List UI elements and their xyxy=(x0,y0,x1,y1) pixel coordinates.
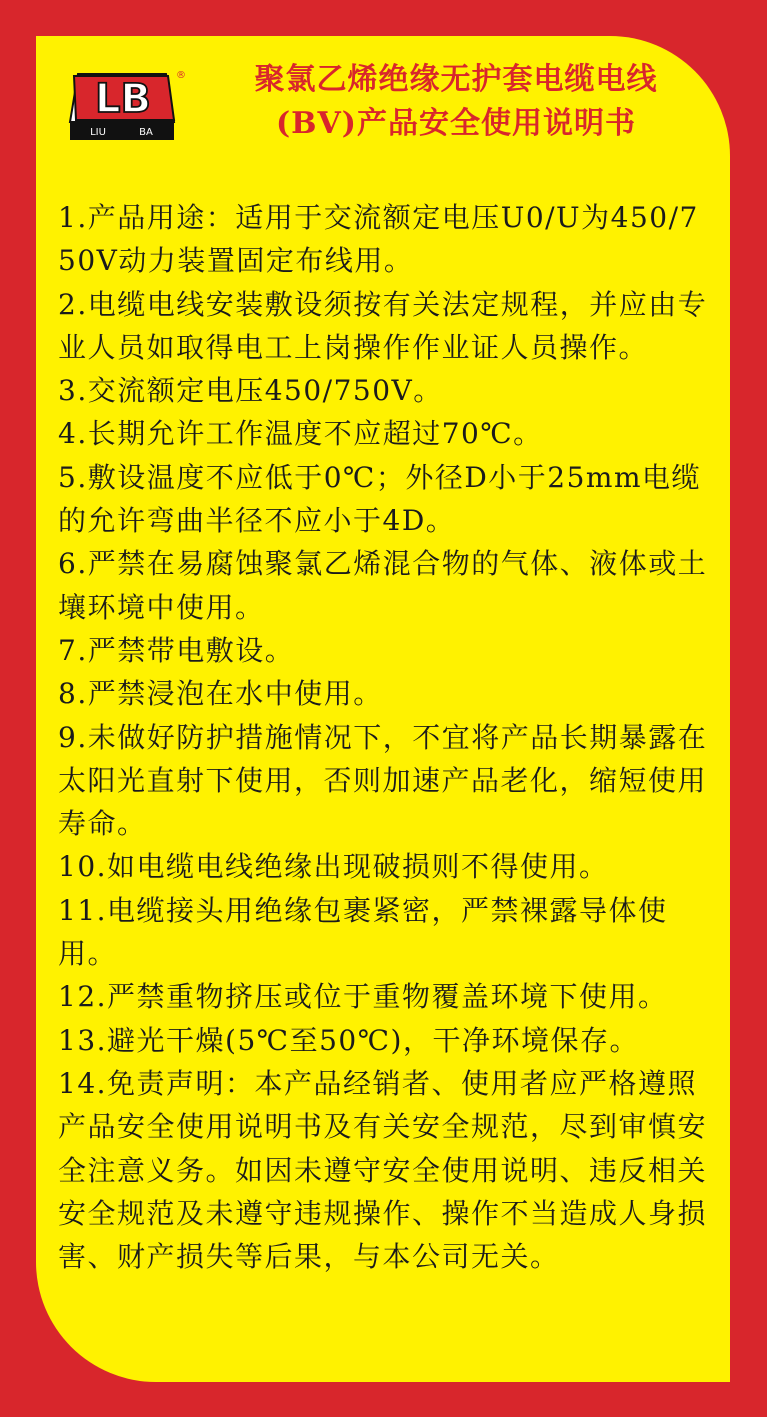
instruction-item-12: 12.严禁重物挤压或位于重物覆盖环境下使用。 xyxy=(58,980,668,1014)
instruction-item-9: 9.未做好防护措施情况下，不宜将产品长期暴露在太阳光直射下使用，否则加速产品老化，缩短使用寿命。 xyxy=(58,720,708,841)
instruction-item-3: 3.交流额定电压450/750V。 xyxy=(58,374,443,408)
logo-right-text: BA xyxy=(139,127,153,138)
instruction-item-8: 8.严禁浸泡在水中使用。 xyxy=(58,677,383,711)
instruction-item-13: 13.避光干燥(5℃至50℃)，干净环境保存。 xyxy=(58,1023,639,1057)
instruction-item-6: 6.严禁在易腐蚀聚氯乙烯混合物的气体、液体或土壤环境中使用。 xyxy=(58,547,708,624)
instruction-item-14: 14.免责声明：本产品经销者、使用者应严格遵照产品安全使用说明书及有关安全规范，尽到审慎安全注意义务。如因未遵守安全使用说明、违反相关安全规范及未遵守违规操作、操作不当造成人身损害、财产损失等后果，与本公司无关。 xyxy=(58,1066,708,1274)
title-line-1: 聚氯乙烯绝缘无护套电缆电线 xyxy=(254,62,658,97)
instruction-item-10: 10.如电缆电线绝缘出现破损则不得使用。 xyxy=(58,850,609,884)
instruction-item-2: 2.电缆电线安装敷设须按有关法定规程，并应由专业人员如取得电工上岗操作作业证人员操作。 xyxy=(58,287,708,364)
registered-mark: ® xyxy=(176,70,186,81)
instruction-item-5: 5.敷设温度不应低于0℃；外径D小于25mm电缆的允许弯曲半径不应小于4D。 xyxy=(58,460,702,538)
header xyxy=(70,58,710,158)
page-title xyxy=(196,58,716,146)
title-line-2: (BV)产品安全使用说明书 xyxy=(275,106,637,141)
instruction-item-11: 11.电缆接头用绝缘包裹紧密，严禁裸露导体使用。 xyxy=(58,893,668,971)
instruction-list xyxy=(58,196,718,1278)
logo-mark: LB xyxy=(95,76,151,122)
instruction-item-4: 4.长期允许工作温度不应超过70℃。 xyxy=(58,417,543,451)
instruction-panel xyxy=(36,36,730,1382)
instruction-item-1: 1.产品用途：适用于交流额定电压U0/U为450/750V动力装置固定布线用。 xyxy=(58,201,699,278)
instruction-item-7: 7.严禁带电敷设。 xyxy=(58,633,295,667)
logo-left-text: LIU xyxy=(90,127,106,138)
brand-logo xyxy=(70,64,186,144)
